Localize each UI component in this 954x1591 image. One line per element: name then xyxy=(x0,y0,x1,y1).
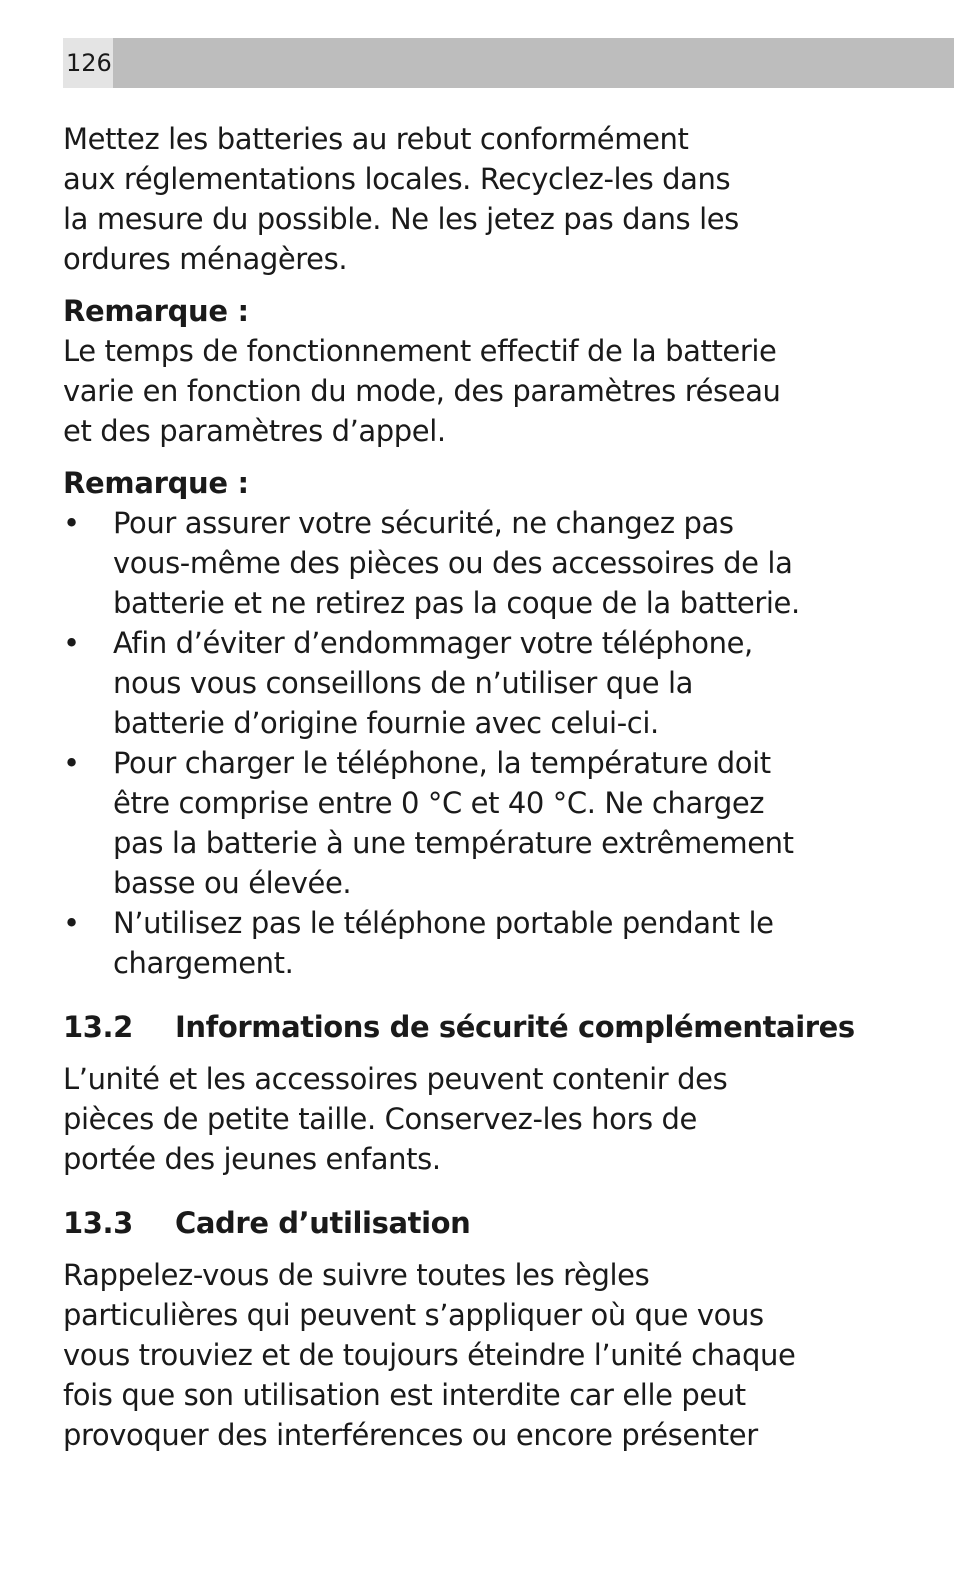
bullet-dot-icon: • xyxy=(63,746,80,780)
page-content xyxy=(63,119,883,1455)
bullet-line: chargement. xyxy=(113,946,294,980)
bullet-line: Afin d’éviter d’endommager votre téléphone, xyxy=(113,626,753,660)
section-paragraph xyxy=(63,1255,883,1455)
bullet-line: batterie et ne retirez pas la coque de la batterie. xyxy=(113,586,800,620)
bullet-line: N’utilisez pas le téléphone portable pendant le xyxy=(113,906,774,940)
page-header-bar xyxy=(63,38,954,88)
section-line: provoquer des interférences ou encore présenter xyxy=(63,1418,758,1452)
intro-line: Mettez les batteries au rebut conformément xyxy=(63,122,689,156)
section-number: 13.3 xyxy=(63,1206,133,1240)
bullet-line: vous-même des pièces ou des accessoires de la xyxy=(113,546,793,580)
bullet-item xyxy=(63,903,883,983)
section-number: 13.2 xyxy=(63,1010,133,1044)
page-number: 126 xyxy=(63,38,113,88)
section-line: Rappelez-vous de suivre toutes les règles xyxy=(63,1258,650,1292)
note-label: Remarque : xyxy=(63,294,249,328)
note-label: Remarque : xyxy=(63,466,249,500)
bullet-line: Pour assurer votre sécurité, ne changez pas xyxy=(113,506,734,540)
bullet-dot-icon: • xyxy=(63,626,80,660)
section-line: pièces de petite taille. Conservez-les hors de xyxy=(63,1102,697,1136)
section-line: particulières qui peuvent s’appliquer où que vous xyxy=(63,1298,764,1332)
section-line: L’unité et les accessoires peuvent contenir des xyxy=(63,1062,728,1096)
bullet-item xyxy=(63,743,883,903)
bullet-line: batterie d’origine fournie avec celui-ci. xyxy=(113,706,659,740)
section-line: fois que son utilisation est interdite car elle peut xyxy=(63,1378,746,1412)
note-line: et des paramètres d’appel. xyxy=(63,414,446,448)
note-line: varie en fonction du mode, des paramètres réseau xyxy=(63,374,781,408)
bullet-dot-icon: • xyxy=(63,906,80,940)
bullet-line: Pour charger le téléphone, la température doit xyxy=(113,746,771,780)
intro-line: aux réglementations locales. Recyclez-les dans xyxy=(63,162,731,196)
bullet-item xyxy=(63,623,883,743)
bullet-item xyxy=(63,503,883,623)
bullet-line: pas la batterie à une température extrêmement xyxy=(113,826,794,860)
bullet-dot-icon: • xyxy=(63,506,80,540)
bullet-line: être comprise entre 0 °C et 40 °C. Ne chargez xyxy=(113,786,765,820)
section-title: Informations de sécurité complémentaires xyxy=(175,1010,855,1044)
section-heading xyxy=(63,1203,883,1243)
bullet-line: nous vous conseillons de n’utiliser que la xyxy=(113,666,694,700)
intro-line: la mesure du possible. Ne les jetez pas dans les xyxy=(63,202,739,236)
intro-line: ordures ménagères. xyxy=(63,242,348,276)
section-paragraph xyxy=(63,1059,883,1179)
intro-paragraph xyxy=(63,119,883,279)
note-line: Le temps de fonctionnement effectif de la batterie xyxy=(63,334,777,368)
section-heading xyxy=(63,1007,883,1047)
section-line: vous trouviez et de toujours éteindre l’unité chaque xyxy=(63,1338,796,1372)
section-line: portée des jeunes enfants. xyxy=(63,1142,441,1176)
note-paragraph xyxy=(63,331,883,451)
bullet-line: basse ou élevée. xyxy=(113,866,352,900)
safety-bullet-list xyxy=(63,503,883,983)
section-title: Cadre d’utilisation xyxy=(175,1206,471,1240)
